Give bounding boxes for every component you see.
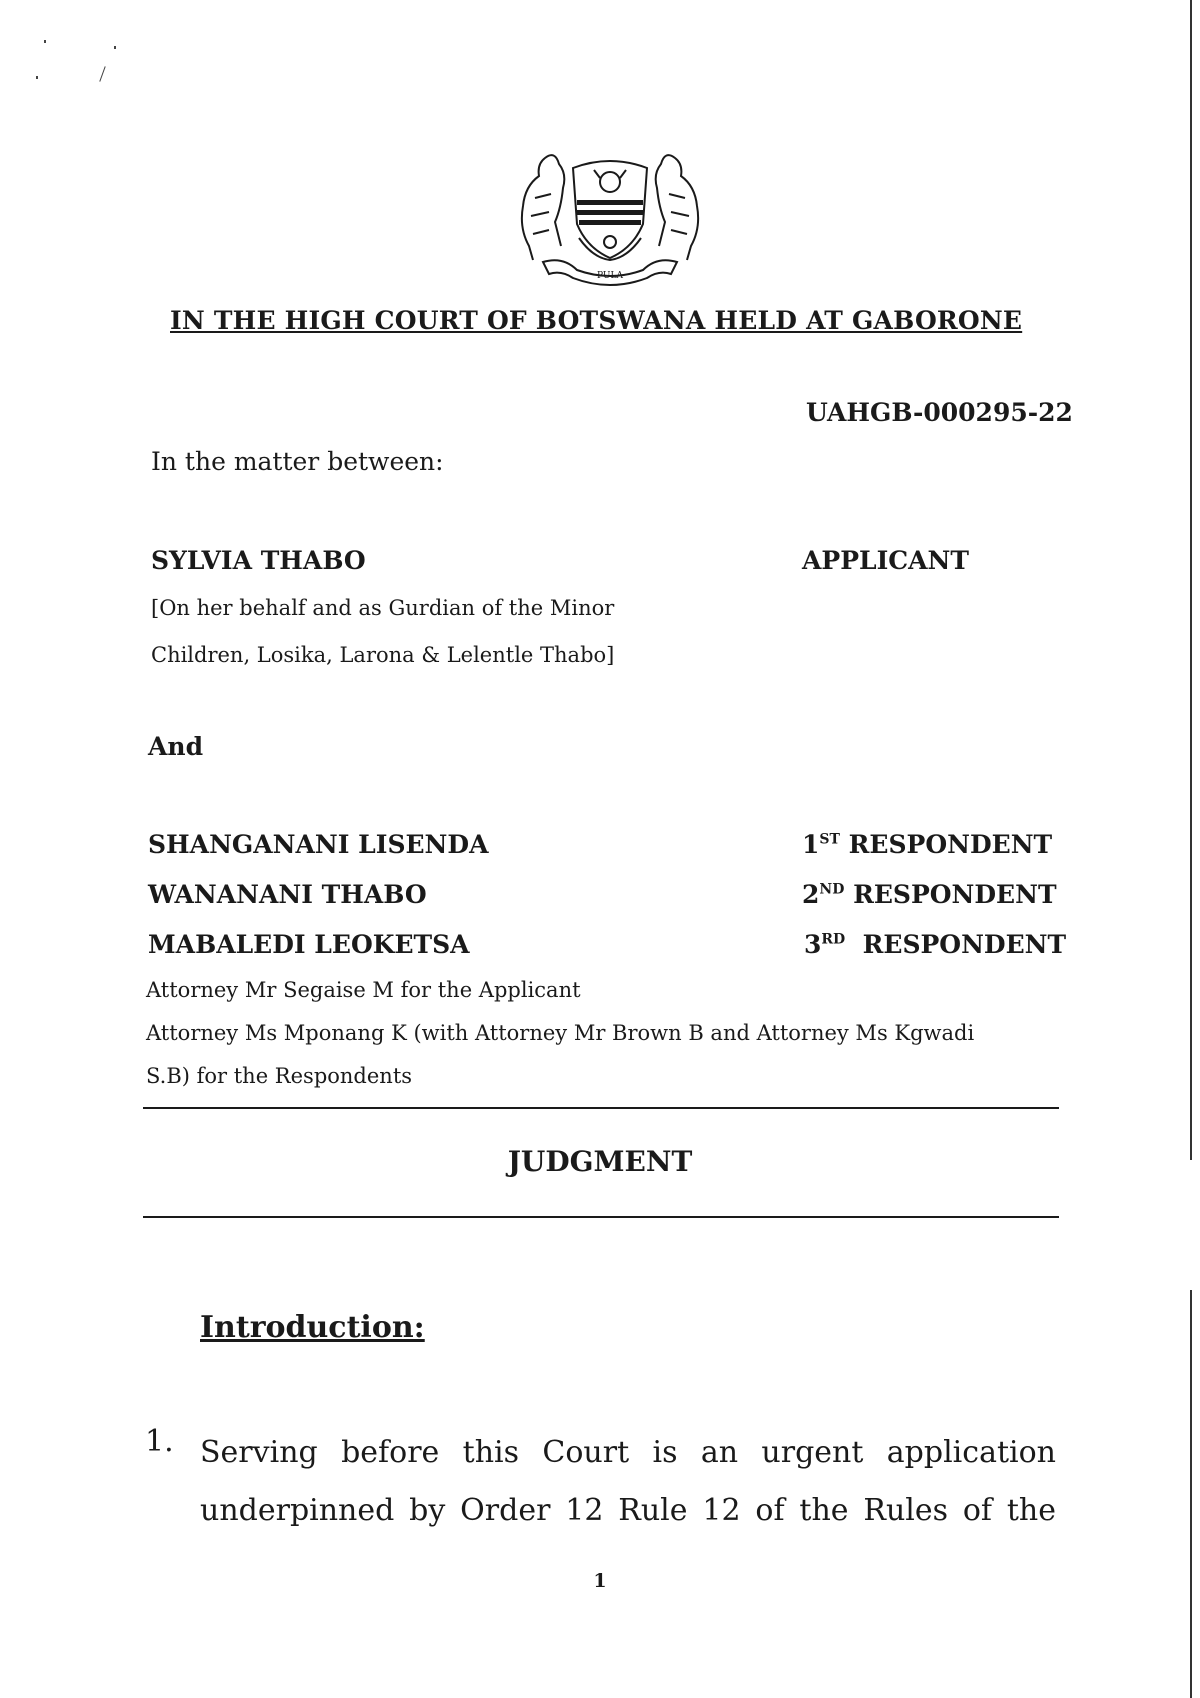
applicant-role: APPLICANT	[802, 546, 970, 575]
respondent-1-role	[802, 830, 1052, 859]
botswana-coat-of-arms-icon	[505, 138, 715, 288]
respondent-1-ordinal-suffix: ST	[819, 831, 840, 848]
applicant-note-line2: Children, Losika, Larona & Lelentle Thabo]	[151, 643, 615, 667]
scan-mark	[44, 40, 46, 43]
divider-top	[143, 1107, 1059, 1109]
scan-margin-line	[1190, 1290, 1192, 1698]
counsel-line-1: Attorney Mr Segaise M for the Applicant	[146, 978, 581, 1002]
respondent-2-role	[802, 880, 1057, 909]
scan-mark	[114, 46, 116, 49]
respondent-2-role-label: RESPONDENT	[853, 880, 1057, 909]
scan-margin-line	[1190, 0, 1192, 1160]
respondent-1-ordinal: 1	[802, 830, 820, 859]
applicant-name: SYLVIA THABO	[151, 546, 366, 575]
respondent-1-name: SHANGANANI LISENDA	[148, 830, 489, 859]
paragraph-number: 1.	[145, 1424, 174, 1459]
respondent-3-role-label: RESPONDENT	[862, 930, 1067, 959]
respondent-2-name: WANANANI THABO	[148, 880, 427, 909]
divider-bottom	[143, 1216, 1059, 1218]
respondent-3-ordinal: 3	[804, 930, 822, 959]
applicant-note-line1: [On her behalf and as Gurdian of the Minor	[151, 596, 615, 620]
respondent-2-ordinal: 2	[802, 880, 820, 909]
and-label: And	[148, 732, 204, 761]
page-number: 1	[593, 1570, 607, 1592]
respondent-3-ordinal-suffix: RD	[821, 931, 846, 948]
judgment-title: JUDGMENT	[507, 1145, 693, 1178]
scan-mark	[99, 66, 105, 81]
respondent-2-ordinal-suffix: ND	[819, 881, 845, 898]
svg-text:PULA: PULA	[597, 271, 623, 281]
paragraph-text: Serving before this Court is an urgent application underpinned by Order 12 Rule 12 of the Rules of the	[200, 1435, 1056, 1528]
respondent-3-name: MABALEDI LEOKETSA	[148, 930, 470, 959]
case-number: UAHGB-000295-22	[806, 398, 1073, 427]
coat-of-arms-emblem	[505, 138, 715, 288]
counsel-line-2: Attorney Ms Mponang K (with Attorney Mr Brown B and Attorney Ms Kgwadi	[146, 1021, 975, 1045]
section-heading: Introduction:	[200, 1310, 425, 1345]
matter-intro: In the matter between:	[151, 447, 444, 476]
respondent-1-role-label: RESPONDENT	[848, 830, 1053, 859]
counsel-line-3: S.B) for the Respondents	[146, 1064, 413, 1088]
scan-mark	[36, 76, 38, 79]
respondent-3-role	[804, 930, 1066, 959]
court-title: IN THE HIGH COURT OF BOTSWANA HELD AT GABORONE	[170, 306, 1023, 335]
